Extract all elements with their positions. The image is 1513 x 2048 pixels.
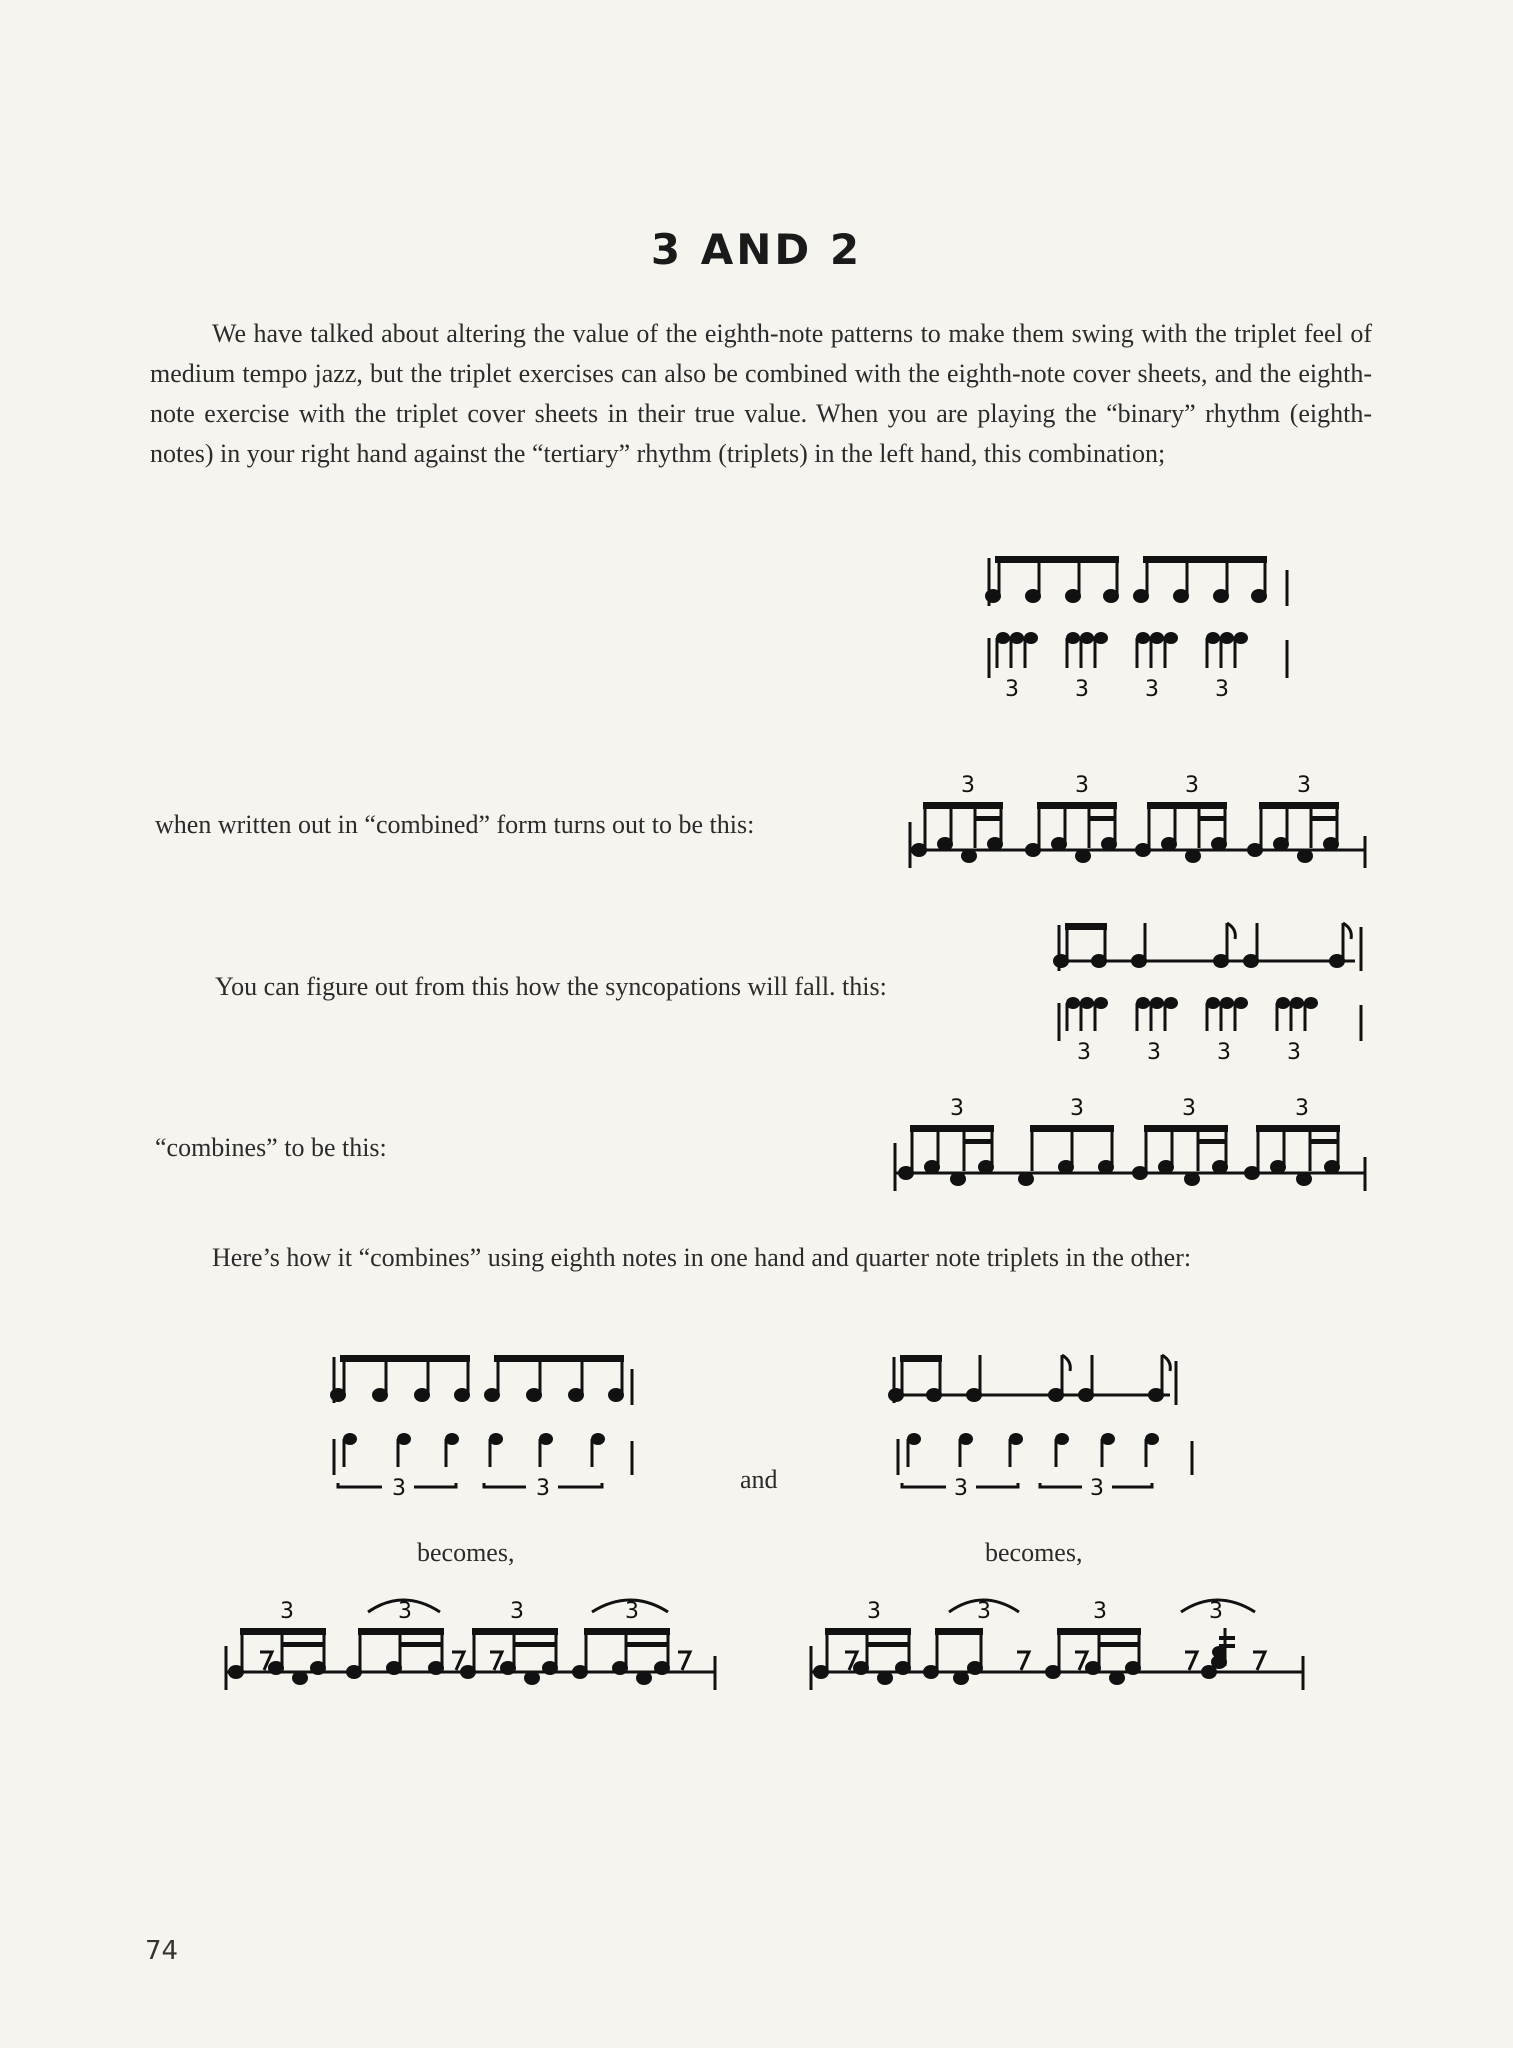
triplet-marker: 3 <box>1295 1096 1309 1121</box>
rhythm-example-syncopations <box>1055 915 1375 1075</box>
rhythm-example-becomes-left <box>220 1590 720 1700</box>
triplet-marker: 3 <box>1209 1599 1223 1624</box>
triplet-marker: 3 <box>1070 1096 1084 1121</box>
combined-form-label: when written out in “combined” form turns out to be this: <box>155 810 755 839</box>
rhythm-example-combines <box>890 1095 1370 1200</box>
triplet-marker: 3 <box>950 1096 964 1121</box>
triplet-marker: 3 <box>1217 1040 1231 1065</box>
triplet-marker: 3 <box>1297 773 1311 798</box>
eighth-quarter-label: Here’s how it “combines” using eighth notes in one hand and quarter note triplets in the other: <box>212 1243 1192 1272</box>
combines-label: “combines” to be this: <box>155 1133 387 1162</box>
triplet-marker: 3 <box>625 1599 639 1624</box>
and-label: and <box>740 1465 778 1494</box>
triplet-marker: 3 <box>1077 1040 1091 1065</box>
syncopations-label: You can figure out from this how the syncopations will fall. this: <box>215 972 887 1001</box>
triplet-marker: 3 <box>1090 1476 1104 1501</box>
becomes-left-label: becomes, <box>417 1538 515 1567</box>
triplet-marker: 3 <box>1215 677 1229 702</box>
triplet-marker: 3 <box>1145 677 1159 702</box>
triplet-marker: 3 <box>1093 1599 1107 1624</box>
triplet-marker: 3 <box>1287 1040 1301 1065</box>
triplet-marker: 3 <box>1147 1040 1161 1065</box>
page-number: 74 <box>145 1936 179 1966</box>
becomes-right-label: becomes, <box>985 1538 1083 1567</box>
triplet-marker: 3 <box>1185 773 1199 798</box>
triplet-marker: 3 <box>954 1476 968 1501</box>
triplet-marker: 3 <box>1005 677 1019 702</box>
triplet-marker: 3 <box>1075 677 1089 702</box>
triplet-marker: 3 <box>977 1599 991 1624</box>
triplet-marker: 3 <box>536 1476 550 1501</box>
rhythm-example-combined-form <box>905 770 1370 880</box>
triplet-marker: 3 <box>961 773 975 798</box>
page-title: 3 AND 2 <box>650 225 863 274</box>
triplet-marker: 3 <box>510 1599 524 1624</box>
triplet-marker: 3 <box>1075 773 1089 798</box>
triplet-marker: 3 <box>1182 1096 1196 1121</box>
triplet-marker: 3 <box>867 1599 881 1624</box>
rhythm-example-becomes-right <box>805 1590 1310 1700</box>
rhythm-example-quarter-triplets-right <box>890 1345 1210 1505</box>
triplet-marker: 3 <box>398 1599 412 1624</box>
triplet-marker: 3 <box>280 1599 294 1624</box>
rhythm-example-quarter-triplets-left <box>330 1345 640 1505</box>
rhythm-example-eighths-over-triplets <box>985 548 1295 713</box>
intro-paragraph: We have talked about altering the value of the eighth-note patterns to make them swing with the triplet feel of medium tempo jazz, but the triplet exercises can also be combined with the eighth-note cover sheets, and the eighth-note exercise with the triplet cover sheets in their true value. When you are playing the “binary” rhythm (eighth-notes) in your right hand against the “tertiary” rhythm (triplets) in the left hand, this combination; <box>150 319 1372 468</box>
triplet-marker: 3 <box>392 1476 406 1501</box>
